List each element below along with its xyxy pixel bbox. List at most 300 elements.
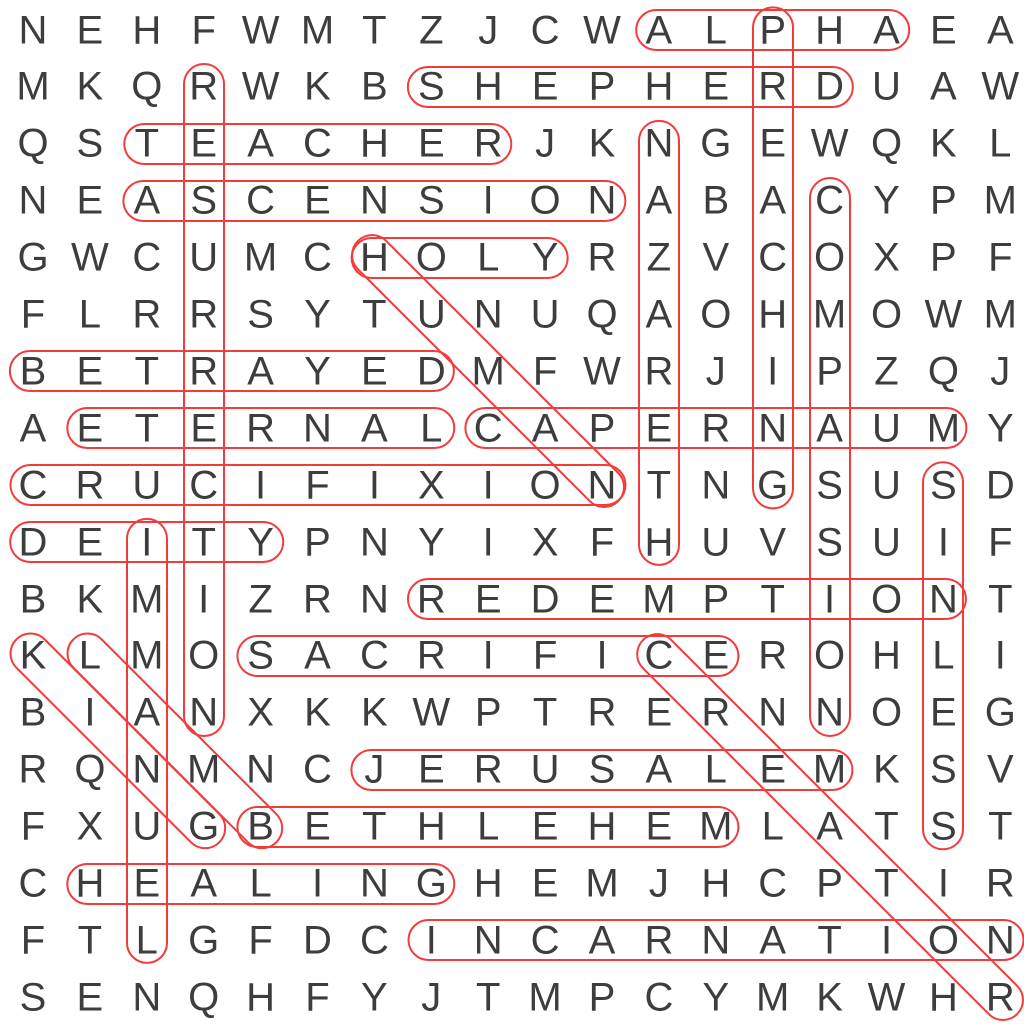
grid-cell-r17c7[interactable]: C [359,918,389,963]
grid-cell-r18c2[interactable]: E [76,975,104,1020]
grid-cell-r11c5[interactable]: Z [248,577,273,621]
grid-cell-r18c12[interactable]: C [644,975,674,1020]
grid-cell-r8c12[interactable]: E [645,406,673,451]
grid-cell-r10c14[interactable]: V [759,520,787,565]
grid-cell-r13c3[interactable]: A [133,690,161,735]
grid-cell-r14c15[interactable]: M [812,747,847,792]
grid-cell-r10c15[interactable]: S [816,520,843,565]
grid-cell-r9c11[interactable]: N [587,463,617,508]
grid-cell-r7c15[interactable]: P [816,349,843,394]
grid-cell-r7c10[interactable]: F [532,349,558,394]
grid-cell-r4c1[interactable]: N [18,178,48,223]
grid-cell-r1c3[interactable]: H [132,8,162,52]
grid-cell-r7c16[interactable]: Z [874,349,899,394]
grid-cell-r8c15[interactable]: A [816,406,843,451]
grid-cell-r9c10[interactable]: O [529,463,561,508]
grid-cell-r14c12[interactable]: A [645,747,673,792]
grid-cell-r15c12[interactable]: E [645,804,673,849]
grid-cell-r2c9[interactable]: H [473,64,503,109]
grid-cell-r2c11[interactable]: P [588,64,616,109]
grid-cell-r17c8[interactable]: I [425,918,437,963]
grid-cell-r3c9[interactable]: R [473,121,503,166]
grid-cell-r5c3[interactable]: C [132,235,162,280]
grid-cell-r16c10[interactable]: E [531,861,559,906]
grid-cell-r2c13[interactable]: E [702,64,730,109]
grid-cell-r18c9[interactable]: T [475,975,501,1020]
grid-cell-r2c17[interactable]: A [930,64,957,109]
grid-cell-r10c3[interactable]: I [141,520,153,565]
grid-cell-r11c2[interactable]: K [76,577,104,621]
grid-cell-r15c4[interactable]: G [188,804,220,849]
grid-cell-r1c2[interactable]: E [76,8,104,52]
grid-cell-r11c15[interactable]: I [824,577,836,621]
grid-cell-r10c12[interactable]: H [644,520,674,565]
grid-cell-r4c4[interactable]: S [190,178,218,223]
grid-cell-r14c9[interactable]: R [473,747,503,792]
grid-cell-r6c11[interactable]: Q [586,292,618,337]
grid-cell-r5c18[interactable]: F [988,235,1013,280]
grid-cell-r13c12[interactable]: E [645,690,673,735]
grid-cell-r2c5[interactable]: W [241,64,280,109]
grid-cell-r1c11[interactable]: W [583,8,621,52]
grid-cell-r8c14[interactable]: N [758,406,788,451]
grid-cell-r14c14[interactable]: E [759,747,787,792]
grid-cell-r4c15[interactable]: C [815,178,845,223]
grid-cell-r18c1[interactable]: S [19,975,47,1020]
grid-cell-r5c1[interactable]: G [17,235,49,280]
grid-cell-r7c14[interactable]: I [767,349,779,394]
grid-cell-r8c17[interactable]: M [926,406,961,451]
grid-cell-r7c8[interactable]: D [416,349,446,394]
grid-cell-r14c2[interactable]: Q [74,747,106,792]
grid-cell-r9c5[interactable]: I [255,463,267,508]
grid-cell-r13c13[interactable]: R [701,690,731,735]
grid-cell-r13c11[interactable]: R [587,690,617,735]
grid-cell-r9c4[interactable]: C [189,463,219,508]
grid-cell-r10c16[interactable]: U [872,520,901,565]
grid-cell-r3c12[interactable]: N [644,121,674,166]
grid-cell-r8c4[interactable]: E [190,406,218,451]
grid-cell-r14c3[interactable]: N [132,747,162,792]
grid-cell-r18c3[interactable]: N [132,975,162,1020]
grid-cell-r7c11[interactable]: W [583,349,621,394]
grid-cell-r1c9[interactable]: J [478,8,499,52]
grid-cell-r18c11[interactable]: P [588,975,616,1020]
grid-cell-r1c13[interactable]: L [704,8,727,52]
grid-cell-r16c9[interactable]: H [473,861,503,906]
grid-cell-r7c1[interactable]: B [19,349,47,394]
grid-cell-r11c18[interactable]: T [988,577,1013,621]
grid-cell-r15c13[interactable]: M [699,804,733,849]
grid-cell-r17c1[interactable]: F [20,918,46,963]
grid-cell-r6c17[interactable]: W [924,292,963,337]
grid-cell-r11c1[interactable]: B [19,577,47,621]
grid-cell-r14c5[interactable]: N [246,747,276,792]
grid-cell-r14c17[interactable]: S [930,747,957,792]
grid-cell-r3c6[interactable]: C [303,121,332,166]
grid-cell-r13c8[interactable]: W [412,690,451,735]
grid-cell-r6c8[interactable]: U [416,292,446,337]
grid-cell-r2c10[interactable]: E [531,64,559,109]
grid-cell-r8c2[interactable]: E [76,406,104,451]
grid-cell-r17c4[interactable]: G [188,918,220,963]
grid-cell-r1c5[interactable]: W [241,8,280,52]
grid-cell-r17c10[interactable]: C [530,918,560,963]
grid-cell-r4c8[interactable]: S [417,178,445,223]
grid-cell-r5c9[interactable]: L [477,235,500,280]
grid-cell-r10c1[interactable]: D [18,520,48,565]
grid-cell-r2c6[interactable]: K [304,64,331,109]
grid-cell-r4c17[interactable]: P [930,178,957,223]
grid-cell-r11c17[interactable]: N [928,577,958,621]
grid-cell-r11c6[interactable]: R [303,577,332,621]
grid-cell-r5c4[interactable]: U [189,235,219,280]
grid-cell-r8c3[interactable]: T [134,406,160,451]
grid-cell-r16c3[interactable]: E [133,861,161,906]
grid-cell-r15c15[interactable]: A [816,804,843,849]
grid-cell-r4c6[interactable]: E [304,178,331,223]
grid-cell-r13c1[interactable]: B [19,690,47,735]
grid-cell-r3c7[interactable]: H [359,121,389,166]
grid-cell-r17c11[interactable]: A [588,918,616,963]
grid-cell-r10c7[interactable]: N [359,520,389,565]
grid-cell-r8c5[interactable]: R [246,406,276,451]
grid-cell-r18c10[interactable]: M [528,975,562,1020]
grid-cell-r17c5[interactable]: F [248,918,273,963]
grid-cell-r14c10[interactable]: U [530,747,560,792]
grid-cell-r14c16[interactable]: K [873,747,900,792]
grid-cell-r2c3[interactable]: Q [131,64,163,109]
grid-cell-r15c8[interactable]: H [416,804,446,849]
grid-cell-r10c10[interactable]: X [531,520,559,565]
grid-cell-r5c5[interactable]: M [243,235,278,280]
grid-cell-r7c13[interactable]: J [705,349,726,394]
grid-cell-r5c2[interactable]: W [71,235,109,280]
grid-cell-r1c4[interactable]: F [191,8,216,52]
grid-cell-r11c9[interactable]: E [474,577,502,621]
grid-cell-r6c18[interactable]: M [983,292,1017,337]
grid-cell-r8c18[interactable]: Y [986,406,1014,451]
grid-cell-r11c10[interactable]: D [530,577,560,621]
grid-cell-r2c2[interactable]: K [76,64,104,109]
grid-cell-r1c6[interactable]: M [300,8,335,52]
grid-cell-r14c11[interactable]: S [588,747,616,792]
grid-cell-r6c4[interactable]: R [189,292,219,337]
grid-cell-r1c15[interactable]: H [815,8,845,52]
grid-cell-r8c16[interactable]: U [872,406,901,451]
grid-cell-r13c7[interactable]: K [361,690,388,735]
grid-cell-r12c2[interactable]: L [78,633,102,678]
grid-cell-r7c7[interactable]: E [361,349,388,394]
grid-cell-r9c3[interactable]: U [132,463,162,508]
grid-cell-r18c16[interactable]: W [867,975,906,1020]
grid-cell-r12c4[interactable]: O [188,633,220,678]
grid-cell-r2c4[interactable]: R [189,64,219,109]
grid-cell-r9c9[interactable]: I [482,463,494,508]
grid-cell-r13c14[interactable]: N [758,690,788,735]
grid-cell-r3c3[interactable]: T [134,121,160,166]
grid-cell-r5c15[interactable]: O [814,235,846,280]
grid-cell-r11c3[interactable]: M [130,577,164,621]
grid-cell-r18c7[interactable]: Y [361,975,388,1020]
grid-cell-r10c17[interactable]: I [937,520,949,565]
grid-cell-r15c9[interactable]: L [477,804,500,849]
grid-cell-r12c6[interactable]: A [304,633,331,678]
grid-cell-r9c8[interactable]: X [417,463,445,508]
grid-cell-r6c16[interactable]: O [870,292,903,337]
grid-cell-r6c5[interactable]: S [247,292,274,337]
grid-cell-r4c11[interactable]: N [587,178,617,223]
grid-cell-r3c10[interactable]: J [535,121,556,166]
grid-cell-r1c16[interactable]: A [873,8,900,52]
grid-cell-r3c4[interactable]: E [190,121,218,166]
grid-cell-r5c12[interactable]: Z [646,235,672,280]
grid-cell-r12c17[interactable]: L [932,633,955,678]
grid-cell-r11c11[interactable]: E [588,577,616,621]
grid-cell-r9c17[interactable]: S [930,463,957,508]
grid-cell-r4c10[interactable]: O [529,178,561,223]
grid-cell-r9c15[interactable]: S [816,463,843,508]
grid-cell-r15c17[interactable]: S [930,804,957,849]
grid-cell-r7c17[interactable]: Q [927,349,959,394]
grid-cell-r15c11[interactable]: H [587,804,617,849]
grid-cell-r11c8[interactable]: R [416,577,446,621]
grid-cell-r16c2[interactable]: H [75,861,105,906]
grid-cell-r17c18[interactable]: N [985,918,1015,963]
grid-cell-r12c12[interactable]: C [644,633,674,678]
grid-cell-r9c12[interactable]: T [646,463,672,508]
grid-cell-r10c9[interactable]: I [482,520,494,565]
grid-cell-r16c15[interactable]: P [816,861,843,906]
grid-cell-r2c18[interactable]: W [981,64,1020,109]
grid-cell-r12c14[interactable]: R [758,633,788,678]
grid-cell-r9c6[interactable]: F [305,463,330,508]
grid-cell-r5c17[interactable]: P [930,235,957,280]
grid-cell-r7c6[interactable]: Y [304,349,331,394]
grid-cell-r1c12[interactable]: A [645,8,673,52]
grid-cell-r17c17[interactable]: O [927,918,959,963]
grid-cell-r13c10[interactable]: T [532,690,558,735]
grid-cell-r1c17[interactable]: E [930,8,957,52]
grid-cell-r18c4[interactable]: Q [188,975,220,1020]
grid-cell-r10c13[interactable]: U [701,520,731,565]
grid-cell-r7c5[interactable]: A [247,349,274,394]
grid-cell-r2c15[interactable]: D [815,64,845,109]
grid-cell-r5c11[interactable]: R [587,235,617,280]
grid-cell-r12c18[interactable]: I [994,633,1006,678]
grid-cell-r6c9[interactable]: N [473,292,503,337]
grid-cell-r2c12[interactable]: H [644,64,674,109]
grid-cell-r16c4[interactable]: A [190,861,218,906]
grid-cell-r16c11[interactable]: M [585,861,619,906]
grid-cell-r14c7[interactable]: J [364,747,385,792]
grid-cell-r12c16[interactable]: H [872,633,901,678]
grid-cell-r16c5[interactable]: L [249,861,272,906]
grid-cell-r7c3[interactable]: T [134,349,160,394]
grid-cell-r12c11[interactable]: I [596,633,608,678]
grid-cell-r10c5[interactable]: Y [247,520,274,565]
grid-cell-r6c1[interactable]: F [20,292,46,337]
grid-cell-r2c16[interactable]: U [872,64,901,109]
grid-cell-r5c10[interactable]: Y [531,235,559,280]
grid-cell-r15c10[interactable]: E [531,804,559,849]
grid-cell-r4c9[interactable]: I [482,178,494,223]
grid-cell-r18c18[interactable]: R [985,975,1015,1020]
grid-cell-r13c5[interactable]: X [247,690,274,735]
grid-cell-r15c5[interactable]: B [247,804,274,849]
grid-cell-r3c13[interactable]: G [700,121,732,166]
grid-cell-r5c8[interactable]: O [415,235,447,280]
grid-cell-r10c18[interactable]: F [988,520,1013,565]
grid-cell-r12c3[interactable]: M [130,633,164,678]
grid-cell-r4c16[interactable]: Y [873,178,900,223]
grid-cell-r18c6[interactable]: F [305,975,330,1020]
grid-cell-r16c13[interactable]: H [701,861,731,906]
grid-cell-r10c2[interactable]: E [76,520,104,565]
grid-cell-r11c13[interactable]: P [702,577,730,621]
grid-cell-r1c7[interactable]: T [362,8,387,52]
grid-cell-r12c13[interactable]: E [702,633,730,678]
grid-cell-r13c2[interactable]: I [84,690,96,735]
grid-cell-r16c6[interactable]: I [311,861,324,906]
grid-cell-r17c14[interactable]: A [759,918,787,963]
grid-cell-r8c13[interactable]: R [701,406,731,451]
grid-cell-r8c7[interactable]: A [361,406,388,451]
grid-cell-r10c8[interactable]: Y [417,520,445,565]
grid-cell-r12c10[interactable]: F [532,633,558,678]
grid-cell-r15c7[interactable]: T [362,804,387,849]
grid-cell-r6c6[interactable]: Y [304,292,331,337]
grid-cell-r7c9[interactable]: M [471,349,505,394]
grid-cell-r18c5[interactable]: H [246,975,276,1020]
grid-cell-r4c5[interactable]: C [246,178,276,223]
grid-cell-r9c14[interactable]: G [757,463,789,508]
grid-cell-r15c1[interactable]: F [20,804,46,849]
grid-cell-r16c7[interactable]: N [359,861,389,906]
grid-cell-r6c10[interactable]: U [530,292,560,337]
grid-cell-r10c11[interactable]: F [589,520,615,565]
grid-cell-r11c16[interactable]: O [870,577,903,621]
grid-cell-r13c16[interactable]: O [870,690,903,735]
grid-cell-r9c13[interactable]: N [701,463,731,508]
grid-cell-r11c12[interactable]: M [642,577,676,621]
grid-cell-r16c12[interactable]: J [648,861,669,906]
grid-cell-r17c3[interactable]: L [135,918,158,963]
grid-cell-r1c14[interactable]: P [759,8,787,52]
grid-cell-r15c18[interactable]: T [988,804,1013,849]
grid-cell-r11c4[interactable]: I [198,577,210,621]
grid-cell-r2c14[interactable]: R [758,64,788,109]
grid-cell-r5c6[interactable]: C [303,235,332,280]
grid-cell-r16c16[interactable]: T [874,861,899,906]
grid-cell-r3c17[interactable]: K [930,121,957,166]
grid-cell-r15c6[interactable]: E [304,804,331,849]
grid-cell-r14c6[interactable]: C [303,747,332,792]
grid-cell-r3c18[interactable]: L [989,121,1012,166]
grid-cell-r3c2[interactable]: S [76,121,104,166]
grid-cell-r3c16[interactable]: Q [870,121,903,166]
grid-cell-r8c6[interactable]: N [303,406,332,451]
grid-cell-r5c13[interactable]: V [702,235,730,280]
grid-cell-r17c6[interactable]: D [303,918,332,963]
grid-cell-r1c8[interactable]: Z [419,8,444,52]
grid-cell-r9c1[interactable]: C [18,463,48,508]
grid-cell-r8c8[interactable]: L [420,406,443,451]
grid-cell-r3c15[interactable]: W [810,121,849,166]
grid-cell-r12c5[interactable]: S [247,633,274,678]
grid-cell-r13c6[interactable]: K [304,690,331,735]
grid-cell-r9c2[interactable]: R [75,463,105,508]
grid-cell-r18c15[interactable]: K [816,975,843,1020]
grid-cell-r9c16[interactable]: U [872,463,901,508]
grid-cell-r8c9[interactable]: C [473,406,503,451]
grid-cell-r17c15[interactable]: T [817,918,842,963]
grid-cell-r7c2[interactable]: E [76,349,104,394]
grid-cell-r7c12[interactable]: R [644,349,674,394]
grid-cell-r5c16[interactable]: X [873,235,900,280]
grid-cell-r12c8[interactable]: R [416,633,446,678]
grid-cell-r16c1[interactable]: C [18,861,48,906]
grid-cell-r16c14[interactable]: C [758,861,788,906]
grid-cell-r12c7[interactable]: C [359,633,389,678]
grid-cell-r5c14[interactable]: C [758,235,788,280]
grid-cell-r17c16[interactable]: I [880,918,893,963]
grid-cell-r15c3[interactable]: U [132,804,162,849]
grid-cell-r9c18[interactable]: D [985,463,1015,508]
grid-cell-r4c7[interactable]: N [359,178,389,223]
grid-cell-r13c9[interactable]: P [474,690,502,735]
grid-cell-r14c18[interactable]: V [986,747,1014,792]
grid-cell-r16c18[interactable]: R [985,861,1015,906]
grid-cell-r11c14[interactable]: T [760,577,785,621]
grid-cell-r18c14[interactable]: M [756,975,790,1020]
grid-cell-r6c7[interactable]: T [362,292,387,337]
grid-cell-r9c7[interactable]: I [368,463,380,508]
grid-cell-r6c14[interactable]: H [758,292,788,337]
grid-cell-r1c1[interactable]: N [18,8,48,52]
grid-cell-r3c14[interactable]: E [759,121,787,166]
grid-cell-r2c7[interactable]: B [361,64,388,109]
grid-cell-r17c2[interactable]: T [77,918,103,963]
grid-cell-r2c8[interactable]: S [417,64,445,109]
grid-cell-r11c7[interactable]: N [359,577,389,621]
grid-cell-r13c17[interactable]: E [930,690,957,735]
grid-cell-r8c11[interactable]: P [588,406,616,451]
grid-cell-r6c3[interactable]: R [132,292,162,337]
grid-cell-r8c1[interactable]: A [19,406,47,451]
grid-cell-r14c4[interactable]: M [187,747,221,792]
grid-cell-r17c12[interactable]: R [644,918,674,963]
grid-cell-r12c15[interactable]: O [814,633,846,678]
grid-cell-r1c18[interactable]: A [986,8,1014,52]
grid-cell-r18c8[interactable]: J [421,975,442,1020]
grid-cell-r17c13[interactable]: N [701,918,731,963]
grid-cell-r2c1[interactable]: M [16,64,50,109]
grid-cell-r4c3[interactable]: A [133,178,161,223]
grid-cell-r13c4[interactable]: N [189,690,219,735]
grid-cell-r4c2[interactable]: E [76,178,104,223]
grid-cell-r3c5[interactable]: A [247,121,274,166]
grid-cell-r6c12[interactable]: A [645,292,673,337]
grid-cell-r14c13[interactable]: L [704,747,727,792]
grid-cell-r4c13[interactable]: B [702,178,730,223]
grid-cell-r4c12[interactable]: A [645,178,673,223]
grid-cell-r6c13[interactable]: O [700,292,732,337]
grid-cell-r7c18[interactable]: J [990,349,1011,394]
grid-cell-r3c11[interactable]: K [588,121,616,166]
grid-cell-r8c10[interactable]: A [531,406,559,451]
grid-cell-r16c8[interactable]: G [415,861,447,906]
